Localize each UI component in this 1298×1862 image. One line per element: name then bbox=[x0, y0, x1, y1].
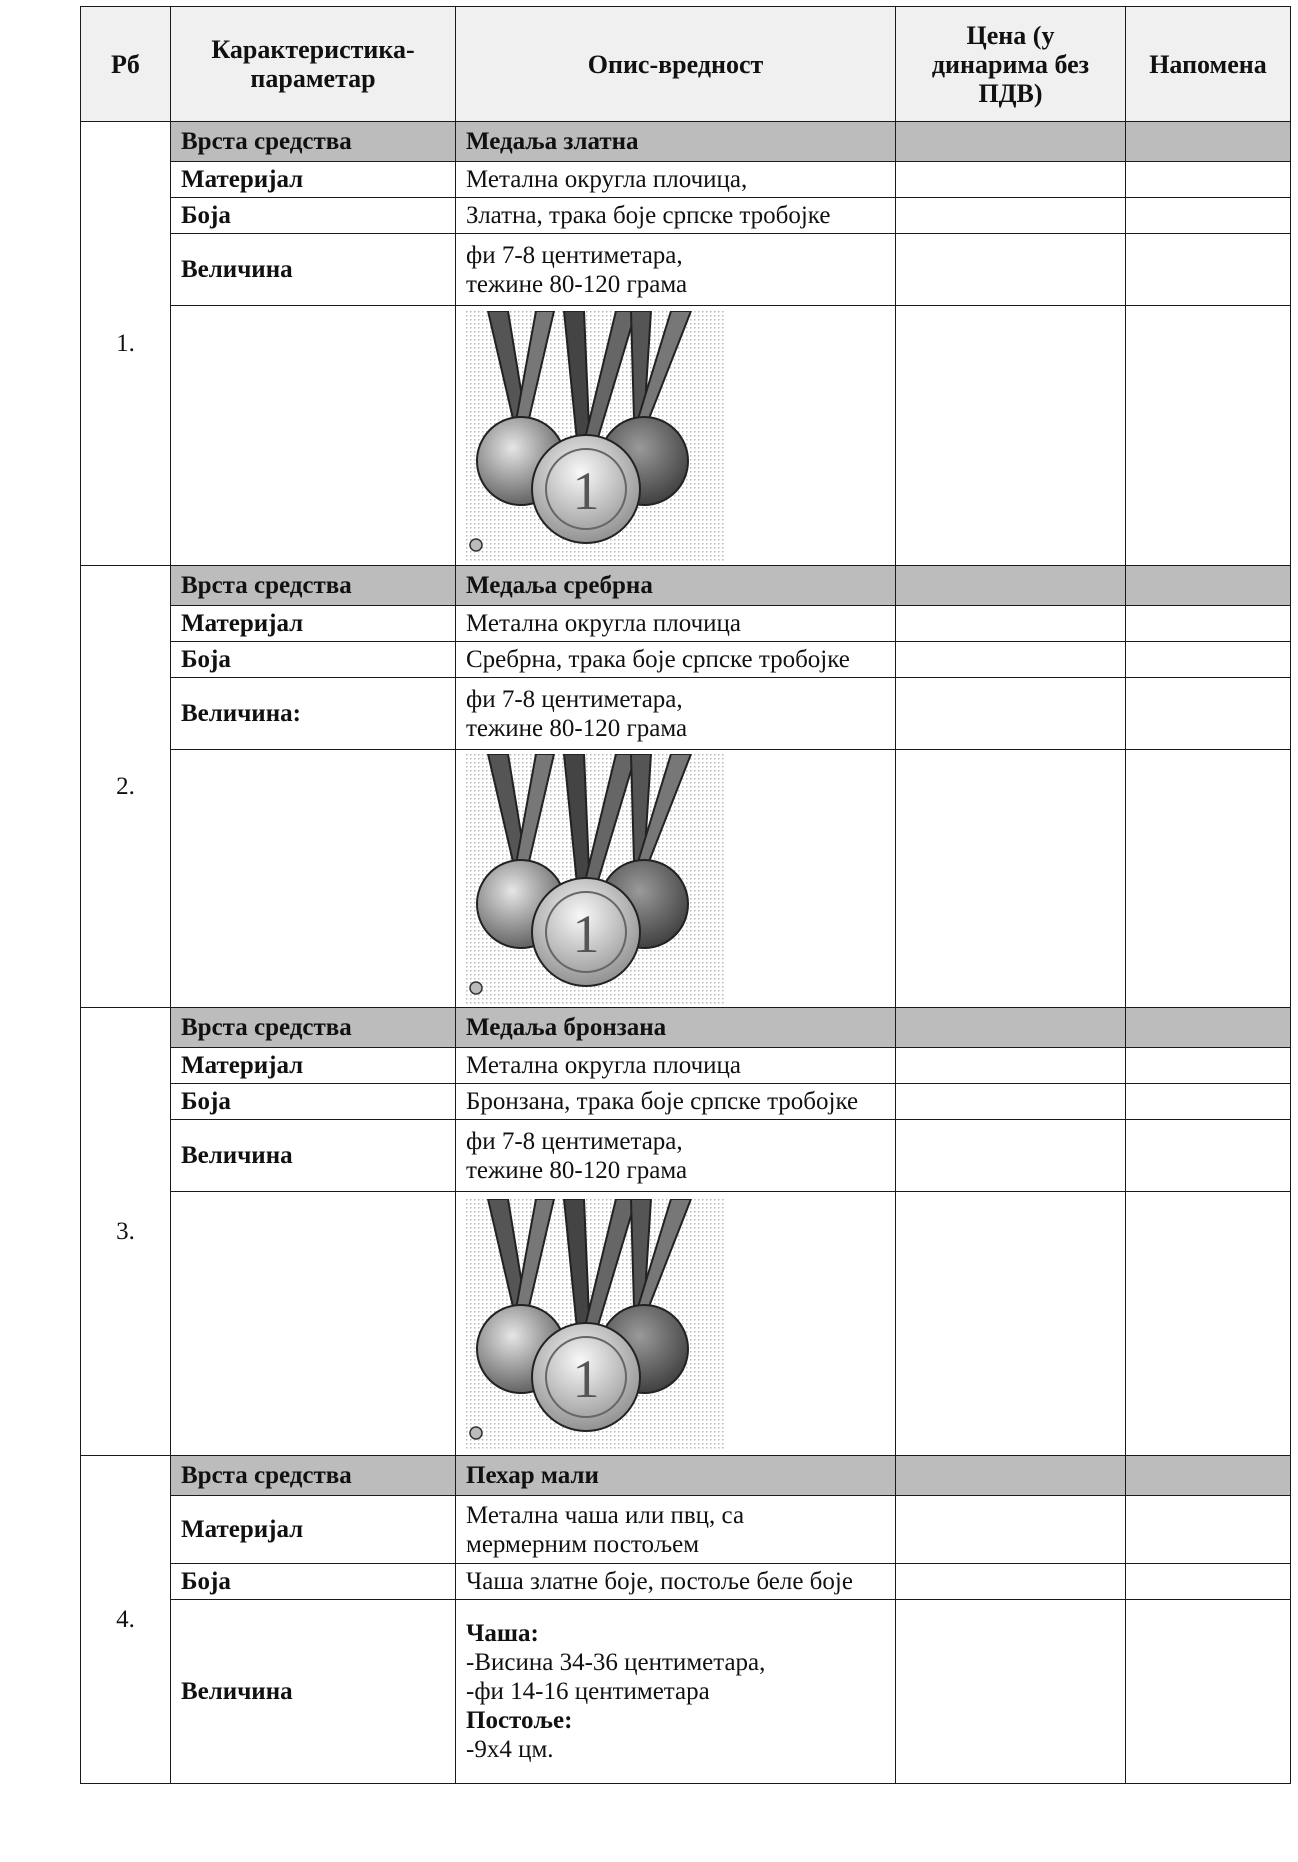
item3-color-row bbox=[81, 1084, 1291, 1120]
item2-kind-value: Медаља сребрна bbox=[456, 566, 896, 606]
item3-material-value: Метална округла плочица bbox=[456, 1048, 896, 1084]
item2-color-price bbox=[896, 642, 1126, 678]
item2-color-label: Боја bbox=[171, 642, 456, 678]
item1-size-price bbox=[896, 234, 1126, 306]
item3-material-row bbox=[81, 1048, 1291, 1084]
item2-material-note bbox=[1126, 606, 1291, 642]
item4-base-line1: -9x4 цм. bbox=[466, 1736, 554, 1763]
item2-size-label: Величина: bbox=[171, 678, 456, 750]
item3-image-empty bbox=[171, 1192, 456, 1456]
item1-size-label: Величина bbox=[171, 234, 456, 306]
item2-size-line1: фи 7-8 центиметара, bbox=[466, 685, 683, 713]
item4-material-value bbox=[456, 1496, 896, 1564]
item2-image-row bbox=[81, 750, 1291, 1008]
item1-material-value: Метална округла плочица, bbox=[456, 162, 896, 198]
item4-base-heading: Постоље: bbox=[466, 1707, 573, 1734]
item2-size-price bbox=[896, 678, 1126, 750]
item3-material-label: Материјал bbox=[171, 1048, 456, 1084]
item2-color-value: Сребрна, трака боје српске тробојке bbox=[456, 642, 896, 678]
item1-image-price bbox=[896, 306, 1126, 566]
item3-color-label: Боја bbox=[171, 1084, 456, 1120]
item2-size-note bbox=[1126, 678, 1291, 750]
item3-kind-value: Медаља бронзана bbox=[456, 1008, 896, 1048]
item1-material-price bbox=[896, 162, 1126, 198]
item2-material-row bbox=[81, 606, 1291, 642]
header-description: Опис-вредност bbox=[456, 7, 896, 122]
item4-material-price bbox=[896, 1496, 1126, 1564]
item3-number: 3. bbox=[81, 1008, 171, 1456]
item3-image-note bbox=[1126, 1192, 1291, 1456]
item2-material-price bbox=[896, 606, 1126, 642]
item2-number: 2. bbox=[81, 566, 171, 1008]
item3-size-line2: тежине 80-120 грама bbox=[466, 1156, 688, 1184]
item4-material-note bbox=[1126, 1496, 1291, 1564]
item1-color-note bbox=[1126, 198, 1291, 234]
item2-image-price bbox=[896, 750, 1126, 1008]
item3-kind-label: Врста средства bbox=[171, 1008, 456, 1048]
item1-image-cell bbox=[456, 306, 896, 566]
item4-size-value bbox=[456, 1600, 896, 1784]
medals-image bbox=[466, 754, 726, 1004]
item4-material-label: Материјал bbox=[171, 1496, 456, 1564]
item4-kind-row bbox=[81, 1456, 1291, 1496]
item3-image-row bbox=[81, 1192, 1291, 1456]
item2-size-line2: тежине 80-120 грама bbox=[466, 714, 688, 742]
item3-price-shade bbox=[896, 1008, 1126, 1048]
item1-material-label: Материјал bbox=[171, 162, 456, 198]
item4-kind-value: Пехар мали bbox=[456, 1456, 896, 1496]
specification-table bbox=[80, 6, 1291, 1784]
item1-color-value: Златна, трака боје српске тробојке bbox=[456, 198, 896, 234]
item3-size-note bbox=[1126, 1120, 1291, 1192]
item4-kind-label: Врста средства bbox=[171, 1456, 456, 1496]
item1-image-empty bbox=[171, 306, 456, 566]
item3-image-cell bbox=[456, 1192, 896, 1456]
item4-size-price bbox=[896, 1600, 1126, 1784]
item4-material-row bbox=[81, 1496, 1291, 1564]
item4-size-note bbox=[1126, 1600, 1291, 1784]
item3-size-line1: фи 7-8 центиметара, bbox=[466, 1127, 683, 1155]
item1-size-row bbox=[81, 234, 1291, 306]
item4-size-label: Величина bbox=[171, 1600, 456, 1784]
item1-color-price bbox=[896, 198, 1126, 234]
item4-color-price bbox=[896, 1564, 1126, 1600]
item1-size-value bbox=[456, 234, 896, 306]
item1-image-note bbox=[1126, 306, 1291, 566]
item2-image-cell bbox=[456, 750, 896, 1008]
item3-color-price bbox=[896, 1084, 1126, 1120]
item4-material-line1: Метална чаша или пвц, са bbox=[466, 1501, 745, 1529]
item4-note-shade bbox=[1126, 1456, 1291, 1496]
item1-kind-row bbox=[81, 122, 1291, 162]
item3-size-label: Величина bbox=[171, 1120, 456, 1192]
item2-color-row bbox=[81, 642, 1291, 678]
header-row bbox=[81, 7, 1291, 122]
item4-material-line2: мермерним постољем bbox=[466, 1530, 700, 1558]
item3-color-note bbox=[1126, 1084, 1291, 1120]
item4-cup-heading: Чаша: bbox=[466, 1620, 539, 1647]
item4-color-value: Чаша златне боје, постоље беле боје bbox=[456, 1564, 896, 1600]
item1-material-note bbox=[1126, 162, 1291, 198]
item3-color-value: Бронзана, трака боје српске тробојке bbox=[456, 1084, 896, 1120]
header-note: Напомена bbox=[1126, 7, 1291, 122]
item4-color-note bbox=[1126, 1564, 1291, 1600]
item4-cup-line1: -Висина 34-36 центиметара, bbox=[466, 1649, 766, 1676]
item3-image-price bbox=[896, 1192, 1126, 1456]
item2-size-value bbox=[456, 678, 896, 750]
header-rb: Рб bbox=[81, 7, 171, 122]
item1-note-shade bbox=[1126, 122, 1291, 162]
item3-size-price bbox=[896, 1120, 1126, 1192]
header-price: Цена (у динарима без ПДВ) bbox=[896, 7, 1126, 122]
item1-color-row bbox=[81, 198, 1291, 234]
item1-material-row bbox=[81, 162, 1291, 198]
item3-material-price bbox=[896, 1048, 1126, 1084]
item2-image-empty bbox=[171, 750, 456, 1008]
item2-note-shade bbox=[1126, 566, 1291, 606]
item3-kind-row bbox=[81, 1008, 1291, 1048]
medals-image bbox=[466, 311, 726, 561]
item4-number: 4. bbox=[81, 1456, 171, 1784]
item1-size-note bbox=[1126, 234, 1291, 306]
item2-material-label: Материјал bbox=[171, 606, 456, 642]
item1-image-row bbox=[81, 306, 1291, 566]
medals-image bbox=[466, 1199, 726, 1449]
item3-note-shade bbox=[1126, 1008, 1291, 1048]
item2-color-note bbox=[1126, 642, 1291, 678]
item2-kind-label: Врста средства bbox=[171, 566, 456, 606]
item2-kind-row bbox=[81, 566, 1291, 606]
item2-price-shade bbox=[896, 566, 1126, 606]
item3-material-note bbox=[1126, 1048, 1291, 1084]
item4-color-row bbox=[81, 1564, 1291, 1600]
item2-material-value: Метална округла плочица bbox=[456, 606, 896, 642]
item4-price-shade bbox=[896, 1456, 1126, 1496]
item1-number: 1. bbox=[81, 122, 171, 566]
item1-color-label: Боја bbox=[171, 198, 456, 234]
item3-size-value bbox=[456, 1120, 896, 1192]
item1-size-line1: фи 7-8 центиметара, bbox=[466, 241, 683, 269]
item1-size-line2: тежине 80-120 грама bbox=[466, 270, 688, 298]
item2-size-row bbox=[81, 678, 1291, 750]
header-characteristic: Карактеристика-параметар bbox=[171, 7, 456, 122]
item3-size-row bbox=[81, 1120, 1291, 1192]
item4-color-label: Боја bbox=[171, 1564, 456, 1600]
item2-image-note bbox=[1126, 750, 1291, 1008]
item1-kind-value: Медаља златна bbox=[456, 122, 896, 162]
item1-price-shade bbox=[896, 122, 1126, 162]
item1-kind-label: Врста средства bbox=[171, 122, 456, 162]
item4-size-row bbox=[81, 1600, 1291, 1784]
item4-cup-line2: -фи 14-16 центиметара bbox=[466, 1678, 710, 1705]
